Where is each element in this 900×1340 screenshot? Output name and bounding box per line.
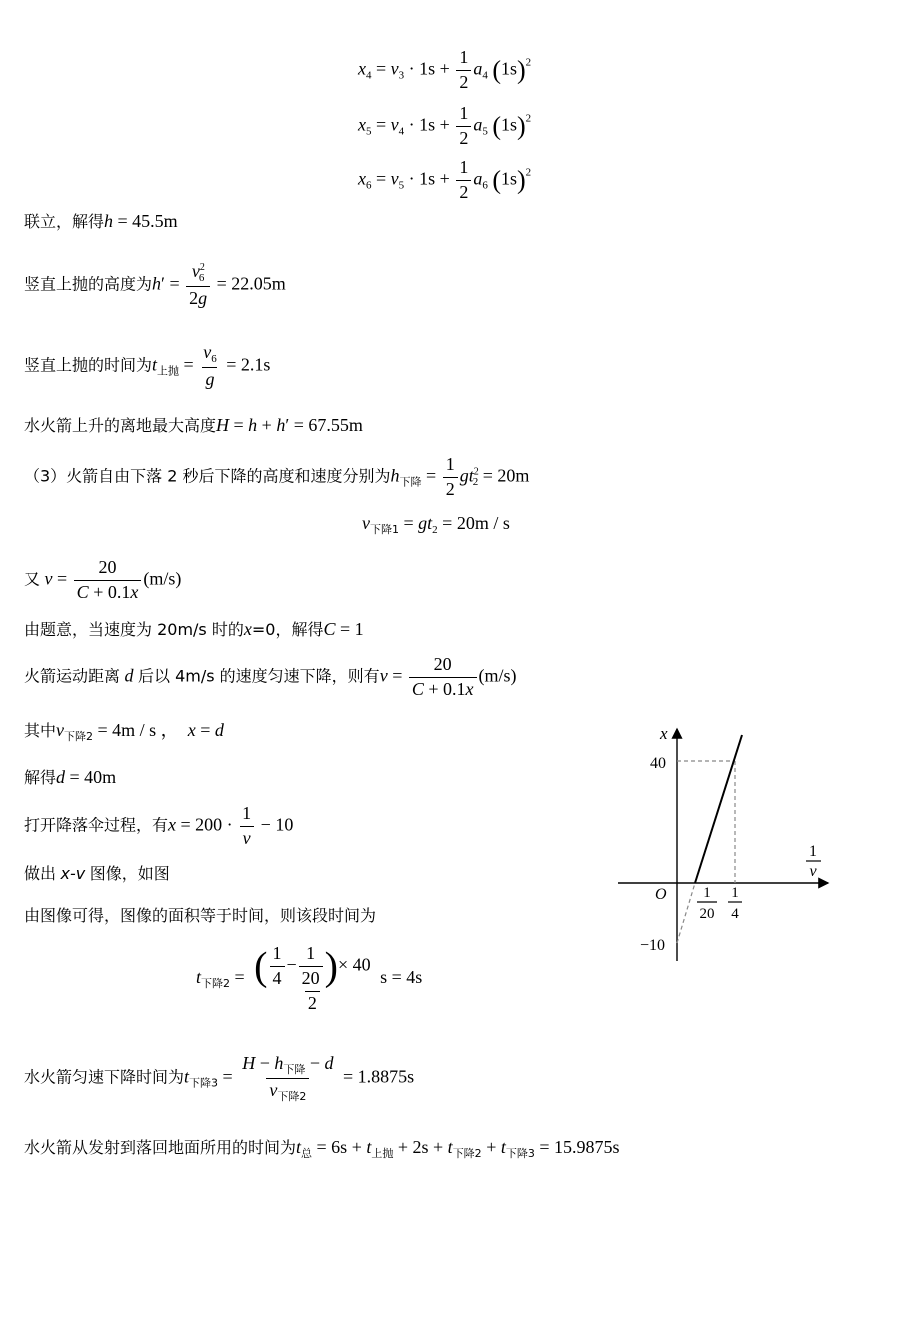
time-vertical-throw: 竖直上抛的时间为$t_{上抛}$ = $\frac{v_6}{g}$ = 2.1s xyxy=(24,342,271,390)
origin-label: O xyxy=(655,886,667,903)
axis-label-inv-v-num: 1 xyxy=(809,843,817,860)
solve-d: 解得d = 40m xyxy=(24,767,117,787)
parachute-eq: 打开降落伞过程，有x = 200 · $\frac{1}{v}$ − 10 xyxy=(24,803,294,848)
given-v2: 其中$v_{下降2} = 4m / s$ ， x = d xyxy=(24,720,224,743)
tick-1-4-den: 4 xyxy=(731,906,739,922)
uniform-descent: 火箭运动距离 d 后以 4m/s 的速度匀速下降，则有v = $\frac{20}{C + 0.1x}$ (m/s) xyxy=(24,654,517,699)
x-v-graph xyxy=(600,725,840,975)
tick-1-20-den: 20 xyxy=(699,906,715,922)
dashed-extension xyxy=(677,883,695,943)
area-time: 由图像可得，图像的面积等于时间，则该段时间为 xyxy=(24,906,377,925)
tick-1-20-num: 1 xyxy=(703,885,711,901)
time-t3: 水火箭匀速下降时间为$t_{下降3}$ = $\frac{H - h_{下降} - d}{v_{下降2}}$ = 1.8875s xyxy=(24,1053,415,1104)
free-fall-velocity: $v_{下降1} = gt_2 = 20m / s$ xyxy=(362,513,510,536)
axis-label-inv-v-den: v xyxy=(809,863,817,880)
time-t2: $t_{下降2}$ = ( $\frac{1}{4}$ − $\frac{1}{20}$ )× 40 2 s = 4s xyxy=(196,943,423,1013)
free-fall: （3）火箭自由下落 2 秒后下降的高度和速度分别为$h_{下降}$ = $\frac{1}{2}$ $gt^2_2 = 20m$ xyxy=(24,454,530,499)
solve-h: 联立，解得h = 45.5m xyxy=(24,211,178,231)
tick-minus-10: −10 xyxy=(640,937,666,954)
tick-1-4-num: 1 xyxy=(731,885,739,901)
solve-c: 由题意，当速度为 20m/s 时的x=0，解得C = 1 xyxy=(24,619,364,639)
eq-x4: $x_4 = v_3 \cdot 1s$ + $\frac{1}{2}$ $a_4$ $(1s)^2$ xyxy=(358,47,532,92)
draw-graph: 做出 x-v 图像，如图 xyxy=(24,864,170,883)
axis-label-x: x xyxy=(660,725,668,743)
total-time: 水火箭从发射到落回地面所用的时间为$t_总 = 6s + t_{上抛} + 2s + t_{下降2} + t_{下降3} = 15.9875s$ xyxy=(24,1137,620,1160)
velocity-formula: 又 v = $\frac{20}{C + 0.1x}$ (m/s) xyxy=(24,557,182,602)
eq-x5: $x_5 = v_4 \cdot 1s$ + $\frac{1}{2}$ $a_5$ $(1s)^2$ xyxy=(358,103,532,148)
max-height: 水火箭上升的离地最大高度H = h + h′ = 67.55m xyxy=(24,415,363,435)
eq-x6: $x_6 = v_5 \cdot 1s$ + $\frac{1}{2}$ $a_6$ $(1s)^2$ xyxy=(358,157,532,202)
tick-40: 40 xyxy=(650,755,666,772)
height-vertical-throw: 竖直上抛的高度为h′ = $\frac{v^2_6}{2g}$ = 22.05m xyxy=(24,261,286,309)
